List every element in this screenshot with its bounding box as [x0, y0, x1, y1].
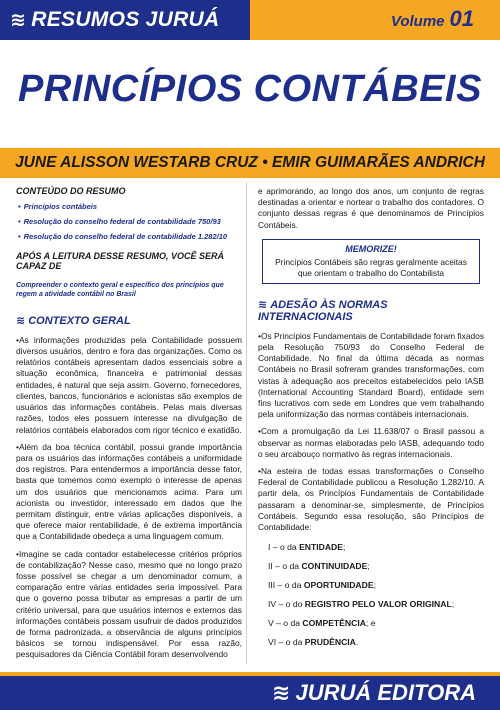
publisher-brand [272, 676, 476, 710]
norms-paragraph: • Na esteira de todas essas transformações o Conselho Federal de Contabilidade publicou a Resolução 1.282/10. A partir dela, os Princípios Fundamentais de Contabilidade passaram a denominar-se, simplesmente, de Princípios Contábeis. Segundo essa resolução, são Princípios de Contabilidade: [258, 466, 484, 533]
principle-item [268, 561, 484, 571]
principle-name: ENTIDADE [299, 542, 343, 553]
principle-suffix: ; [451, 599, 455, 610]
bullet-icon: • [18, 217, 21, 226]
publisher-brand-text: JURUÁ EDITORA [295, 680, 476, 705]
contents-item-text: Princípios contábeis [23, 202, 97, 211]
principle-suffix: . [355, 637, 359, 648]
volume-number: 01 [449, 6, 474, 31]
principle-prefix: III – o da [268, 580, 304, 591]
principle-name: CONTINUIDADE [301, 561, 368, 572]
right-column [258, 186, 484, 647]
volume-label [391, 6, 474, 32]
waves-icon: ≋ [16, 314, 26, 327]
principle-name: OPORTUNIDADE [303, 580, 374, 591]
contents-item [18, 232, 242, 241]
series-brand-text: RESUMOS JURUÁ [31, 8, 220, 31]
memorize-heading: MEMORIZE! [345, 243, 397, 254]
page-title: PRINCÍPIOS CONTÁBEIS [18, 68, 482, 110]
authors-bar: JUNE ALISSON WESTARB CRUZ • EMIR GUIMARÃES ANDRICH [0, 148, 500, 178]
bullet-icon: • [18, 202, 21, 211]
contents-item [18, 202, 242, 211]
waves-icon: ≋ [258, 298, 268, 311]
principle-name: PRUDÊNCIA [304, 637, 356, 648]
waves-icon: ≋ [272, 680, 291, 705]
principle-suffix: ; [343, 542, 346, 553]
context-heading-text: CONTEXTO GERAL [28, 314, 131, 327]
norms-paragraph: • Com a promulgação da Lei 11.638/07 o Brasil passou a observar as normas elaboradas pelo IASB, adequando todo o seu arcabouço normativo às regras internacionais. [258, 426, 484, 460]
principle-item [268, 542, 484, 552]
principle-name: COMPETÊNCIA [302, 618, 366, 629]
column-divider [246, 182, 247, 664]
contents-heading: CONTEÚDO DO RESUMO [16, 186, 126, 196]
principle-item [268, 599, 484, 609]
memorize-text: Princípios Contábeis são regras geralmente aceitas que orientam o trabalho do Contabilista [275, 256, 467, 278]
context-paragraph: • As informações produzidas pela Contabilidade possuem diversos usuários, dentro e fora das organizações. Como os relatórios contábeis apresentam dados essenciais sobre a situação econômica, financeira e patrimonial dessas entidades, é natural que seja assim. Governo, fornecedores, clientes, bancos, funcionários e acionistas são exemplos de usuários das informações contábeis. Pelas mais diversas razões, todos eles possuem interesse na divulgação de relatórios contábeis elaborados com rigor técnico e exatidão. [16, 335, 242, 436]
waves-icon: ≋ [10, 9, 27, 31]
continued-paragraph: e aprimorando, ao longo dos anos, um conjunto de regras destinadas a orientar e nortear o trabalho dos contadores. O conjunto dessas regras é que denominamos de Princípios Contábeis. [258, 186, 484, 230]
objectives-text: Compreender o contexto geral e específico dos princípios que regem a atividade contábil no Brasil [16, 282, 224, 299]
principle-prefix: IV – o do [268, 599, 305, 610]
series-brand [0, 0, 250, 40]
bullet-icon: • [18, 232, 21, 241]
left-column [16, 186, 242, 667]
principle-prefix: V – o da [268, 618, 303, 629]
principle-name: REGISTRO PELO VALOR ORIGINAL [304, 599, 452, 610]
memorize-box [262, 239, 480, 284]
norms-paragraph: • Os Princípios Fundamentais de Contabilidade foram fixados pela Resolução 750/93 do Conselho Federal de Contabilidade. No final da última década as normas Contábeis no Brasil sofreram grandes transformações, com vistas à adequação aos preceitos estabelecidos pelo IASB (International Accounting Standard Board), entidade sem fins lucrativos com sede em Londres que vem trabalhando pela uniformização das normas contábeis internacionais. [258, 331, 484, 421]
norms-heading [258, 298, 484, 323]
principle-item [268, 618, 484, 628]
principle-prefix: VI – o da [268, 637, 305, 648]
contents-item-text: Resolução do conselho federal de contabilidade 750/93 [23, 217, 221, 226]
context-heading [16, 314, 242, 327]
contents-item-text: Resolução do conselho federal de contabilidade 1.282/10 [23, 232, 228, 241]
principle-suffix: ; [367, 561, 370, 572]
principle-item [268, 637, 484, 647]
objectives-heading: APÓS A LEITURA DESSE RESUMO, VOCÊ SERÁ CAPAZ DE [16, 251, 225, 271]
contents-item [18, 217, 242, 226]
principle-suffix: ; [373, 580, 376, 591]
principle-prefix: II – o da [268, 561, 302, 572]
principle-item [268, 580, 484, 590]
principle-suffix: ; e [365, 618, 376, 629]
volume-word: Volume [390, 13, 445, 30]
norms-heading-text: ADESÃO ÀS NORMAS INTERNACIONAIS [258, 298, 388, 323]
context-paragraph: • Imagine se cada contador estabelecesse critérios próprios de contabilização? Nesse caso, mesmo que no longo prazo fosse possível se chegar a um denominador comum, a comparação entre várias entidades seria impossível. Para que o governo possa tributar as empresas a partir de um critério universal, para que usuários internos e externos das informações contábeis possam usufruir de dados produzidos de forma padronizada, a observância de alguns princípios básicos se tornou indispensável. Por essa razão, pesquisadores da Ciência Contábil foram desenvolvendo [16, 549, 242, 661]
principle-prefix: I – o da [268, 542, 300, 553]
context-paragraph: • Além da boa técnica contábil, possui grande importância para os usuários das informações contábeis a uniformidade dos registros. Para entendermos a importância desse fator, basta que tomemos como exemplo o interesse de apenas um dos usuários que mencionamos acima. Para um acionista ou investidor, interessado em dados que lhe permitam distinguir, entre várias aplicações disponíveis, a que oferece maior rentabilidade, é de extrema importância que a Contabilidade obedeça a uma linguagem comum. [16, 442, 242, 543]
